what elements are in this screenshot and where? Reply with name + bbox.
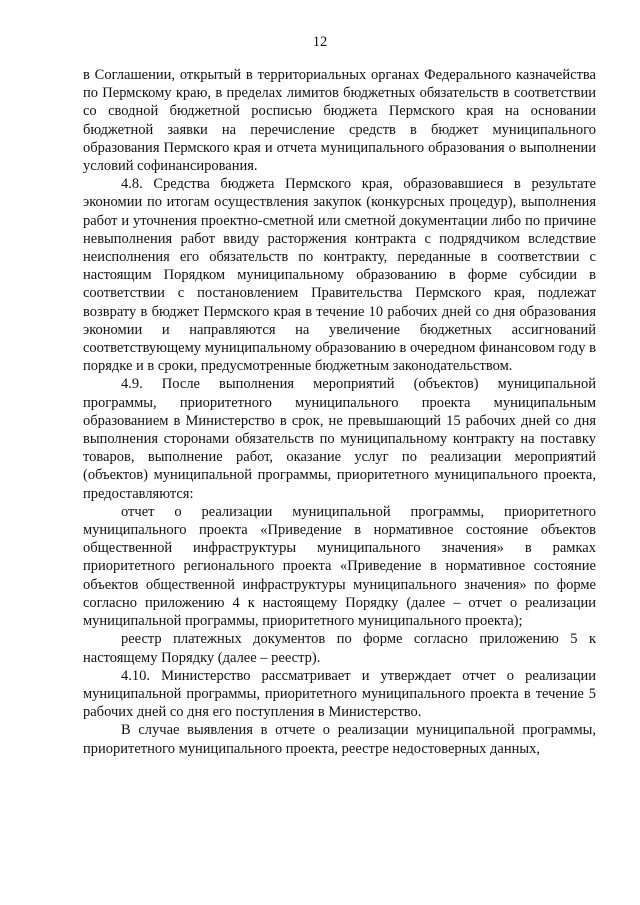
paragraph-4-9: 4.9. После выполнения мероприятий (объектов) муниципальной программы, приоритетного муниципального проекта муниципальным образованием в Министерство в срок, не превышающий 15 рабочих дней со дня выполнения сторонами обязательств по муниципальному контракту на поставку товаров, выполнение работ, оказание услуг по реализации мероприятий (объектов) муниципальной программы, приоритетного муниципального проекта, предоставляются: [83, 376, 596, 502]
paragraph-case-detection: В случае выявления в отчете о реализации муниципальной программы, приоритетного муниципального проекта, реестре недостоверных данных, [83, 722, 596, 757]
page-number: 12 [312, 34, 328, 50]
paragraph-4-8: 4.8. Средства бюджета Пермского края, образовавшиеся в результате экономии по итогам осуществления закупок (конкурсных процедур), выполнения работ и уточнения проектно-сметной или сметной документации либо по причине невыполнения работ ввиду расторжения контракта с подрядчиком вследствие неисполнения его обязательств по контракту, переданные в соответствии с настоящим Порядком муниципальному образованию в форме субсидии в соответствии с постановлением Правительства Пермского края, подлежат возврату в бюджет Пермского края в течение 10 рабочих дней со дня образования экономии и направляются на увеличение бюджетных ассигнований соответствующему муниципальному образованию в очередном финансовом году в порядке и в сроки, предусмотренные бюджетным законодательством. [83, 176, 596, 375]
paragraph-4-10: 4.10. Министерство рассматривает и утверждает отчет о реализации муниципальной программы, приоритетного муниципального проекта в течение 5 рабочих дней со дня его поступления в Министерство. [83, 667, 596, 721]
paragraph-report-item: отчет о реализации муниципальной программы, приоритетного муниципального проекта «Приведение в нормативное состояние объектов общественной инфраструктуры муниципального значения» в рамках приоритетного регионального проекта «Приведение в нормативное состояние объектов общественной инфраструктуры муниципального значения» по форме согласно приложению 4 к настоящему Порядку (далее – отчет о реализации муниципальной программы, приоритетного муниципального проекта); [83, 503, 596, 630]
paragraph-registry-item: реестр платежных документов по форме согласно приложению 5 к настоящему Порядку (далее – реестр). [83, 631, 596, 666]
document-body [83, 66, 596, 758]
paragraph-continuation: в Соглашении, открытый в территориальных органах Федерального казначейства по Пермскому краю, в пределах лимитов бюджетных обязательств в соответствии со сводной бюджетной росписью бюджета Пермского края на основании бюджетной заявки на перечисление средств в бюджет муниципального образования Пермского края и отчета муниципального образования о выполнении условий софинансирования. [83, 67, 596, 175]
